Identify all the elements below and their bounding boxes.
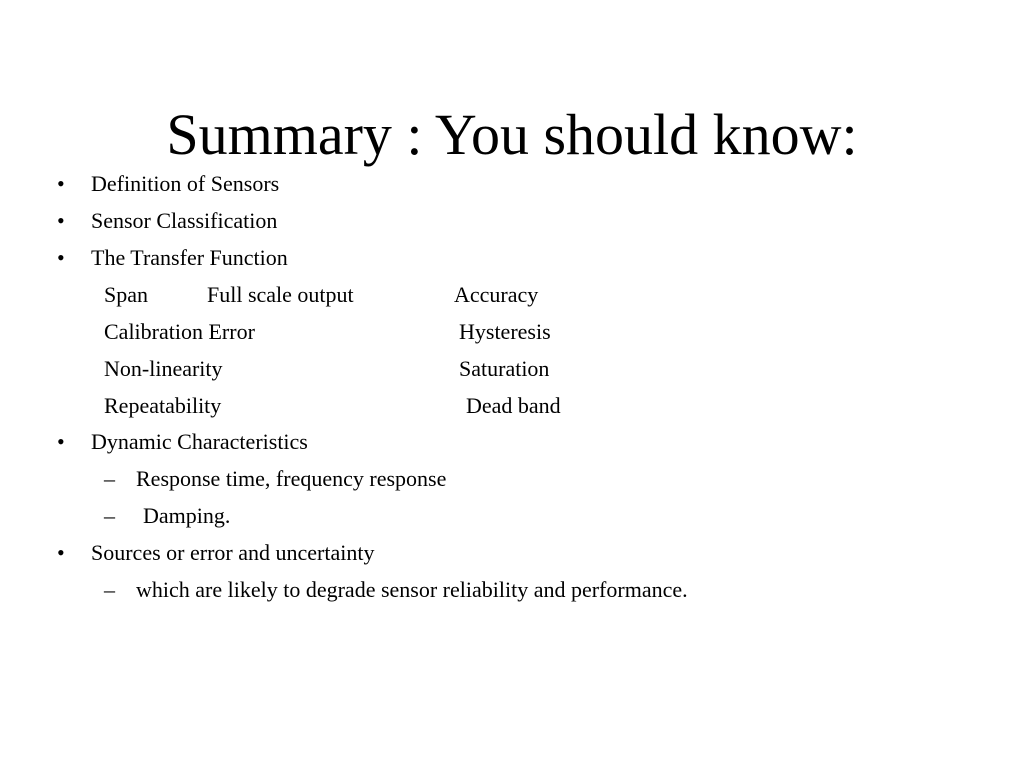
sub-item-text: Response time, frequency response — [136, 466, 447, 491]
bullet-text: The Transfer Function — [91, 245, 288, 270]
dash-marker: – — [104, 577, 115, 602]
bullet-text: Dynamic Characteristics — [91, 429, 308, 454]
term-saturation: Saturation — [459, 356, 550, 381]
dash-marker: – — [104, 503, 115, 528]
term-accuracy: Accuracy — [454, 282, 539, 307]
sub-item-text: Damping. — [143, 503, 231, 528]
bullet-marker: • — [57, 208, 65, 233]
term-non-linearity: Non-linearity — [104, 356, 223, 381]
bullet-marker: • — [57, 540, 65, 565]
bullet-text: Sources or error and uncertainty — [91, 540, 375, 565]
bullet-marker: • — [57, 429, 65, 454]
term-full-scale-output: Full scale output — [207, 282, 354, 307]
bullet-marker: • — [57, 245, 65, 270]
bullet-text: Definition of Sensors — [91, 171, 280, 196]
term-repeatability: Repeatability — [104, 393, 222, 418]
bullet-marker: • — [57, 171, 65, 196]
bullet-text: Sensor Classification — [91, 208, 278, 233]
term-hysteresis: Hysteresis — [459, 319, 551, 344]
slide-title: Summary : You should know: — [166, 102, 858, 167]
term-dead-band: Dead band — [466, 393, 561, 418]
dash-marker: – — [104, 466, 115, 491]
term-calibration-error: Calibration Error — [104, 319, 255, 344]
sub-item-text: which are likely to degrade sensor reliability and performance. — [136, 577, 688, 602]
term-span: Span — [104, 282, 148, 307]
